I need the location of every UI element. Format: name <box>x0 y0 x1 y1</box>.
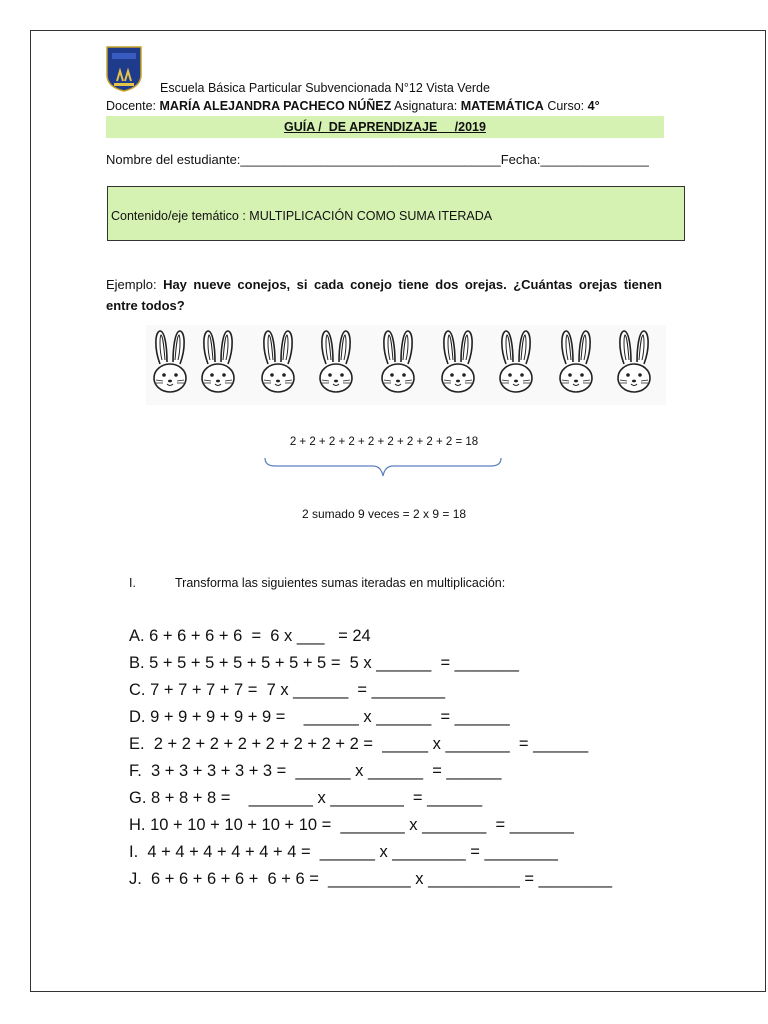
teacher-line <box>106 99 600 113</box>
guide-title: GUÍA / DE APRENDIZAJE /2019 <box>106 116 664 138</box>
exercise-f[interactable]: F. 3 + 3 + 3 + 3 + 3 = ______ x ______ = ______ <box>129 762 502 780</box>
bunny-icon <box>316 328 356 394</box>
exercise-d[interactable]: D. 9 + 9 + 9 + 9 + 9 = ______ x ______ = ______ <box>129 708 510 726</box>
student-name-field[interactable]: ____________________________________ <box>240 152 501 167</box>
date-field[interactable]: _______________ <box>540 152 649 167</box>
bunny-icon <box>150 328 190 394</box>
school-logo <box>105 45 143 92</box>
section-instruction: Transforma las siguientes sumas iteradas en multiplicación: <box>175 576 506 590</box>
teacher-label: Docente: <box>106 99 157 113</box>
exercise-h[interactable]: H. 10 + 10 + 10 + 10 + 10 = _______ x _______ = _______ <box>129 816 574 834</box>
student-line <box>106 152 649 167</box>
exercise-j[interactable]: J. 6 + 6 + 6 + 6 + 6 + 6 = _________ x __________ = ________ <box>129 870 613 888</box>
bunny-illustration <box>146 325 666 405</box>
student-name-label: Nombre del estudiante: <box>106 152 241 167</box>
brace-icon <box>263 456 503 480</box>
exercise-e[interactable]: E. 2 + 2 + 2 + 2 + 2 + 2 + 2 + 2 = _____ x _______ = ______ <box>129 735 589 753</box>
example-result: 2 sumado 9 veces = 2 x 9 = 18 <box>301 507 467 521</box>
grade-value: 4° <box>587 99 600 113</box>
grade-label: Curso: <box>547 99 585 113</box>
bunny-icon <box>496 328 536 394</box>
teacher-name: MARÍA ALEJANDRA PACHECO NÚÑEZ <box>159 99 392 113</box>
bunny-icon <box>258 328 298 394</box>
bunny-icon <box>614 328 654 394</box>
exercise-b[interactable]: B. 5 + 5 + 5 + 5 + 5 + 5 + 5 = 5 x ______ = _______ <box>129 654 519 672</box>
section-number: I. <box>129 576 136 590</box>
exercise-g[interactable]: G. 8 + 8 + 8 = _______ x ________ = ______ <box>129 789 483 807</box>
date-label: Fecha: <box>500 152 541 167</box>
content-topic: Contenido/eje temático : MULTIPLICACIÓN COMO SUMA ITERADA <box>111 209 493 223</box>
content-topic-box <box>107 186 685 241</box>
bunny-icon <box>556 328 596 394</box>
bunny-icon <box>198 328 238 394</box>
subject-label: Asignatura: <box>394 99 458 113</box>
school-name: Escuela Básica Particular Subvencionada N°12 Vista Verde <box>160 81 490 95</box>
exercise-list <box>129 624 612 894</box>
iterated-sum: 2 + 2 + 2 + 2 + 2 + 2 + 2 + 2 + 2 = 18 <box>289 436 479 448</box>
example-question <box>106 274 662 316</box>
section-heading <box>129 576 505 590</box>
exercise-c[interactable]: C. 7 + 7 + 7 + 7 = 7 x ______ = ________ <box>129 681 446 699</box>
exercise-a[interactable]: A. 6 + 6 + 6 + 6 = 6 x ___ = 24 <box>129 627 371 645</box>
example-text: Hay nueve conejos, si cada conejo tiene dos orejas. ¿Cuántas orejas tienen entre todos? <box>106 277 662 313</box>
exercise-i[interactable]: I. 4 + 4 + 4 + 4 + 4 + 4 = ______ x ________ = ________ <box>129 843 558 861</box>
subject-name: MATEMÁTICA <box>460 99 544 113</box>
example-label: Ejemplo: <box>106 277 157 292</box>
bunny-icon <box>378 328 418 394</box>
bunny-icon <box>438 328 478 394</box>
